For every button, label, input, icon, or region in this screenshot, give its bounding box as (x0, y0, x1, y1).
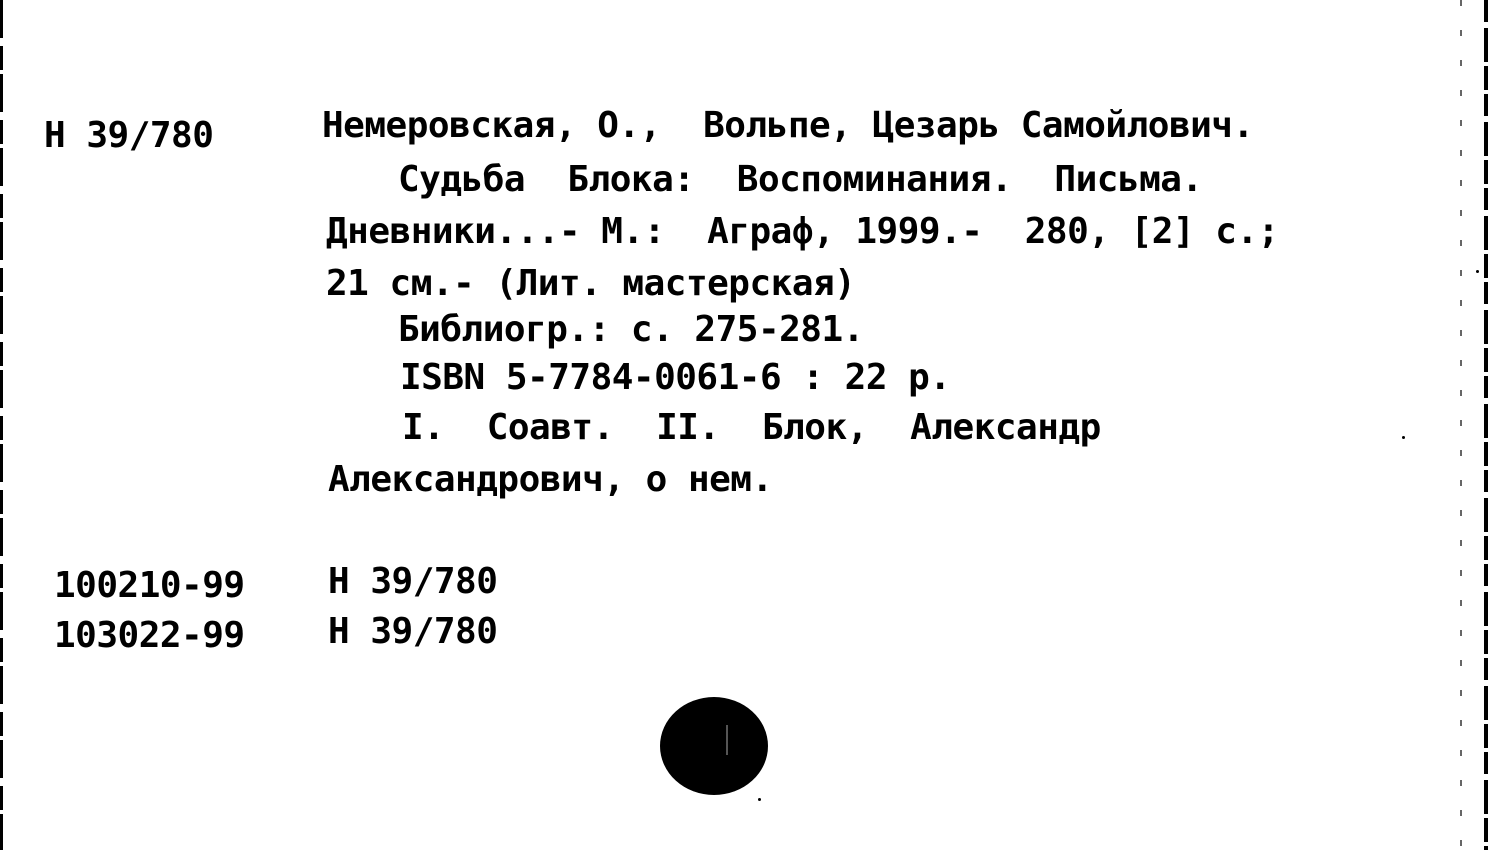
card-punch-hole (660, 697, 768, 795)
ink-speck (758, 798, 761, 801)
entry-line-subjects: I. Соавт. II. Блок, Александр (402, 407, 1101, 448)
entry-line-title: Судьба Блока: Воспоминания. Письма. (398, 159, 1203, 200)
entry-line-bibliography: Библиогр.: с. 275-281. (398, 309, 864, 350)
entry-line-publication: Дневники...- М.: Аграф, 1999.- 280, [2] с.; (326, 211, 1279, 252)
ink-speck (1402, 436, 1405, 439)
holding-call-number: Н 39/780 (328, 611, 498, 652)
holding-call-number: Н 39/780 (328, 561, 498, 602)
inventory-number: 103022-99 (54, 615, 245, 656)
entry-line-series: 21 см.- (Лит. мастерская) (326, 263, 856, 304)
entry-line-authors: Немеровская, О., Вольпе, Цезарь Самойлович. (322, 105, 1254, 146)
card-edge-right-inner (1460, 0, 1462, 850)
call-number: Н 39/780 (44, 115, 214, 156)
card-edge-left (0, 0, 3, 850)
card-edge-right (1484, 0, 1488, 850)
ink-speck (1476, 270, 1479, 273)
entry-line-subjects-cont: Александрович, о нем. (328, 459, 773, 500)
entry-line-isbn: ISBN 5-7784-0061-6 : 22 р. (400, 357, 951, 398)
inventory-number: 100210-99 (54, 565, 245, 606)
